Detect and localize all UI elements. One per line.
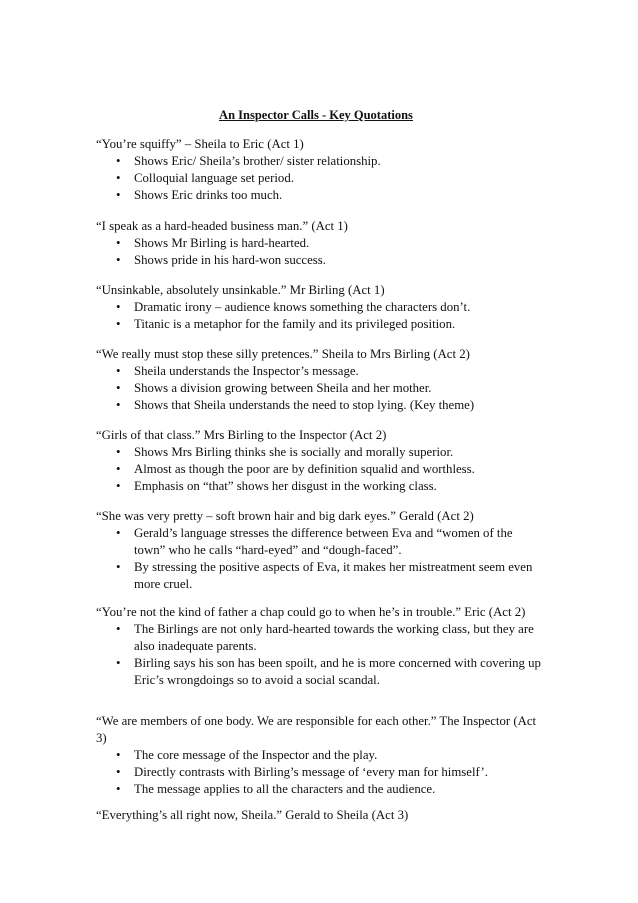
bullet-icon: •	[116, 526, 121, 540]
bullet-item	[96, 559, 546, 593]
bullet-item	[96, 764, 546, 781]
quote-text: “Everything’s all right now, Sheila.” Gerald to Sheila (Act 3)	[96, 808, 409, 822]
bullet-item	[96, 461, 546, 478]
quote-block	[96, 508, 546, 593]
quote-text: “Unsinkable, absolutely unsinkable.” Mr Birling (Act 1)	[96, 283, 385, 297]
bullet-text: Sheila understands the Inspector’s message.	[134, 364, 359, 378]
bullet-text: Shows a division growing between Sheila and her mother.	[134, 381, 432, 395]
quote-text: “You’re not the kind of father a chap could go to when he’s in trouble.” Eric (Act 2)	[96, 605, 526, 619]
bullet-icon: •	[116, 171, 121, 185]
bullet-text: Colloquial language set period.	[134, 171, 294, 185]
bullet-text: Emphasis on “that” shows her disgust in the working class.	[134, 479, 437, 493]
bullet-icon: •	[116, 398, 121, 412]
bullet-item	[96, 747, 546, 764]
bullet-text: Almost as though the poor are by definition squalid and worthless.	[134, 462, 475, 476]
bullet-list	[96, 525, 546, 593]
bullet-icon: •	[116, 479, 121, 493]
bullet-text: Dramatic irony – audience knows something the characters don’t.	[134, 300, 471, 314]
bullet-item	[96, 444, 546, 461]
bullet-item	[96, 525, 546, 559]
bullet-item	[96, 397, 546, 414]
quote-block	[96, 136, 546, 204]
bullet-icon: •	[116, 364, 121, 378]
bullet-text: Shows Mr Birling is hard-hearted.	[134, 236, 310, 250]
bullet-icon: •	[116, 462, 121, 476]
bullet-list	[96, 747, 546, 798]
bullet-text: The Birlings are not only hard-hearted towards the working class, but they are also inadequate parents.	[134, 622, 534, 653]
bullet-text: Titanic is a metaphor for the family and its privileged position.	[134, 317, 456, 331]
bullet-item	[96, 363, 546, 380]
bullet-list	[96, 299, 546, 333]
bullet-text: Shows Eric drinks too much.	[134, 188, 283, 202]
bullet-text: Shows Mrs Birling thinks she is socially and morally superior.	[134, 445, 454, 459]
bullet-icon: •	[116, 188, 121, 202]
bullet-text: Directly contrasts with Birling’s message of ‘every man for himself’.	[134, 765, 488, 779]
bullet-icon: •	[116, 445, 121, 459]
quote-text: “We really must stop these silly pretences.” Sheila to Mrs Birling (Act 2)	[96, 347, 470, 361]
bullet-item	[96, 655, 546, 689]
bullet-icon: •	[116, 253, 121, 267]
quote-block	[96, 218, 546, 269]
bullet-item	[96, 380, 546, 397]
bullet-text: Gerald’s language stresses the difference between Eva and “women of the town” who he calls “hard-eyed” and “dough-faced”.	[134, 526, 513, 557]
quote-text: “Girls of that class.” Mrs Birling to the Inspector (Act 2)	[96, 428, 387, 442]
bullet-text: Shows that Sheila understands the need to stop lying. (Key theme)	[134, 398, 475, 412]
quote-block	[96, 427, 546, 495]
quote-block	[96, 282, 546, 333]
quote-block	[96, 346, 546, 414]
quote-text: “She was very pretty – soft brown hair and big dark eyes.” Gerald (Act 2)	[96, 509, 474, 523]
document-title: An Inspector Calls - Key Quotations	[219, 108, 413, 122]
bullet-list	[96, 363, 546, 414]
bullet-icon: •	[116, 300, 121, 314]
quote-text: “I speak as a hard-headed business man.” (Act 1)	[96, 219, 348, 233]
quote-text: “We are members of one body. We are responsible for each other.” The Inspector (Act 3)	[96, 714, 537, 745]
bullet-list	[96, 444, 546, 495]
bullet-icon: •	[116, 381, 121, 395]
bullet-icon: •	[116, 560, 121, 574]
bullet-item	[96, 235, 546, 252]
bullet-item	[96, 170, 546, 187]
bullet-item	[96, 252, 546, 269]
quote-block	[96, 713, 546, 798]
bullet-icon: •	[116, 317, 121, 331]
bullet-text: Birling says his son has been spoilt, and he is more concerned with covering up Eric’s wrongdoings so to avoid a social scandal.	[134, 656, 541, 687]
bullet-item	[96, 153, 546, 170]
bullet-text: Shows pride in his hard-won success.	[134, 253, 326, 267]
quote-block	[96, 604, 546, 689]
bullet-text: The message applies to all the characters and the audience.	[134, 782, 436, 796]
bullet-item	[96, 299, 546, 316]
bullet-list	[96, 621, 546, 689]
bullet-icon: •	[116, 765, 121, 779]
bullet-icon: •	[116, 748, 121, 762]
bullet-item	[96, 478, 546, 495]
bullet-icon: •	[116, 236, 121, 250]
bullet-text: The core message of the Inspector and the play.	[134, 748, 378, 762]
bullet-icon: •	[116, 154, 121, 168]
quote-text: “You’re squiffy” – Sheila to Eric (Act 1)	[96, 137, 304, 151]
bullet-item	[96, 781, 546, 798]
bullet-item	[96, 621, 546, 655]
bullet-list	[96, 235, 546, 269]
bullet-icon: •	[116, 622, 121, 636]
bullet-item	[96, 187, 546, 204]
bullet-text: By stressing the positive aspects of Eva, it makes her mistreatment seem even more cruel.	[134, 560, 533, 591]
bullet-list	[96, 153, 546, 204]
bullet-icon: •	[116, 656, 121, 670]
bullet-text: Shows Eric/ Sheila’s brother/ sister relationship.	[134, 154, 381, 168]
bullet-item	[96, 316, 546, 333]
bullet-icon: •	[116, 782, 121, 796]
quote-block	[96, 807, 546, 824]
